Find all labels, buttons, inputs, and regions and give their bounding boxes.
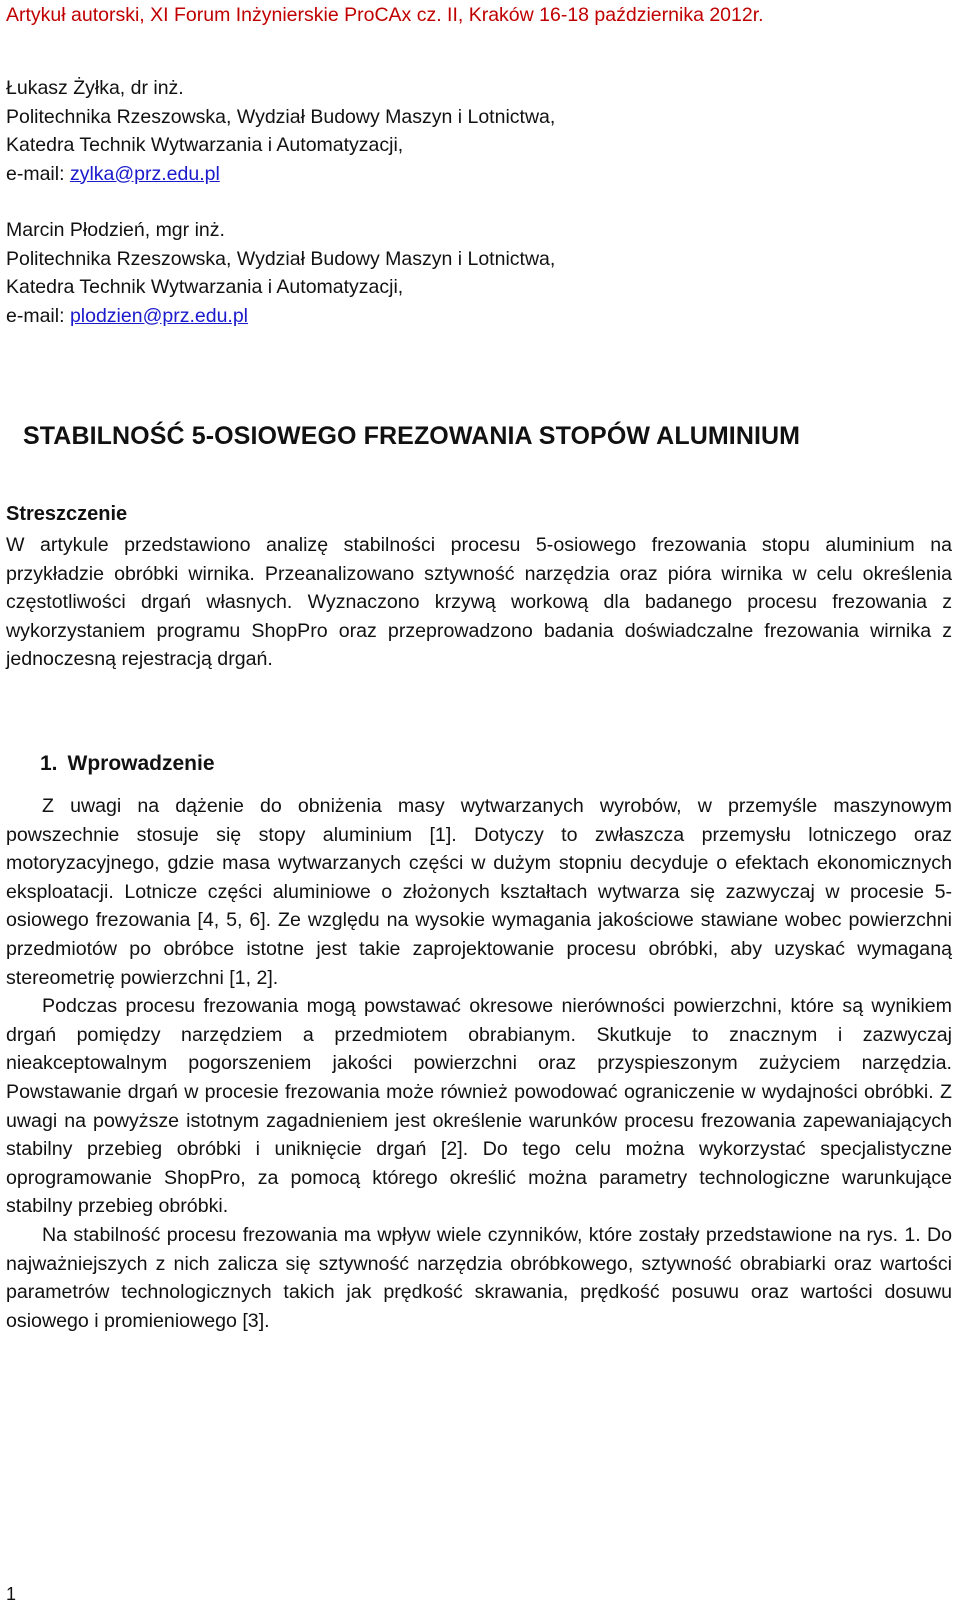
section-heading (40, 752, 215, 776)
abstract-text (6, 531, 952, 674)
author-email-line (6, 302, 555, 331)
author-department: Katedra Technik Wytwarzania i Automatyzacji, (6, 276, 404, 298)
abstract-heading: Streszczenie (6, 503, 128, 525)
body-paragraph-1: Z uwagi na dążenie do obniżenia masy wytwarzanych wyrobów, w przemyśle maszynowym powszechnie stosuje się stopy aluminium [1]. Dotyczy to zwłaszcza przemysłu lotniczego oraz motoryzacyjnego, gdzie masa wytwarzanych części w dużym stopniu decyduje o efektach ekonomicznych eksploatacji. Lotnicze części aluminiowe o złożonych kształtach wytwarza się zazwyczaj w procesie 5-osiowego frezowania [4, 5, 6]. Ze względu na wysokie wymagania jakościowe stawiane wobec powierzchni przedmiotów po obróbce istotne jest takie zaprojektowanie procesu obróbki, aby uzyskać wymaganą stereometrię powierzchni [1, 2]. (6, 795, 952, 989)
author-block-2 (6, 216, 555, 330)
author-name: Marcin Płodzień, mgr inż. (6, 219, 225, 241)
author-department: Katedra Technik Wytwarzania i Automatyzacji, (6, 134, 404, 156)
body-paragraph-3: Na stabilność procesu frezowania ma wpływ wiele czynników, które zostały przedstawione na rys. 1. Do najważniejszych z nich zalicza się sztywność narzędzia obróbkowego, sztywność obrabiarki oraz wartości parametrów technologicznych takich jak prędkość skrawania, prędkość posuwu oraz wartości dosuwu osiowego i promieniowego [3]. (6, 1223, 952, 1332)
email-label: e-mail: (6, 162, 65, 185)
author-block-1 (6, 74, 555, 188)
section-number: 1. (40, 752, 58, 775)
email-link[interactable]: zylka@prz.edu.pl (69, 162, 220, 185)
author-name: Łukasz Żyłka, dr inż. (6, 77, 184, 99)
author-affiliation: Politechnika Rzeszowska, Wydział Budowy Maszyn i Lotnictwa, (6, 247, 556, 270)
email-link[interactable]: plodzien@prz.edu.pl (69, 304, 249, 327)
body-paragraph-2: Podczas procesu frezowania mogą powstawać okresowe nierówności powierzchni, które są wynikiem drgań pomiędzy narzędziem a przedmiotem obrabianym. Skutkuje to znacznym i zazwyczaj nieakceptowalnym pogorszeniem jakości powierzchni oraz przyspieszonym zużyciem narzędzia. Powstawanie drgań w procesie frezowania może również powodować ograniczenie w wydajności obróbki. Z uwagi na powyższe istotnym zagadnieniem jest określenie warunków procesu frezowania zapewaniających stabilny przebieg obróbki i uniknięcie drgań [2]. Do tego celu można wykorzystać specjalistyczne oprogramowanie ShopPro, za pomocą którego określić można parametry technologiczne warunkujące stabilny przebieg obróbki. (6, 995, 952, 1218)
email-label: e-mail: (6, 304, 65, 327)
page-number: 1 (6, 1584, 17, 1604)
section-title: Wprowadzenie (67, 752, 215, 775)
author-email-line (6, 160, 555, 189)
author-affiliation: Politechnika Rzeszowska, Wydział Budowy Maszyn i Lotnictwa, (6, 105, 556, 128)
running-header: Artykuł autorski, XI Forum Inżynierskie ProCAx cz. II, Kraków 16-18 października 2012r. (6, 4, 764, 26)
paper-title: STABILNOŚĆ 5-OSIOWEGO FREZOWANIA STOPÓW ALUMINIUM (23, 422, 801, 450)
abstract-paragraph: W artykule przedstawiono analizę stabilności procesu 5-osiowego frezowania stopu aluminium na przykładzie obróbki wirnika. Przeanalizowano sztywność narzędzia oraz pióra wirnika w celu określenia częstotliwości drgań własnych. Wyznaczono krzywą workową dla badanego procesu frezowania z wykorzystaniem programu ShopPro oraz przeprowadzono badania doświadczalne frezowania wirnika z jednoczesną rejestracją drgań. (6, 534, 952, 671)
section-body (6, 792, 952, 1335)
